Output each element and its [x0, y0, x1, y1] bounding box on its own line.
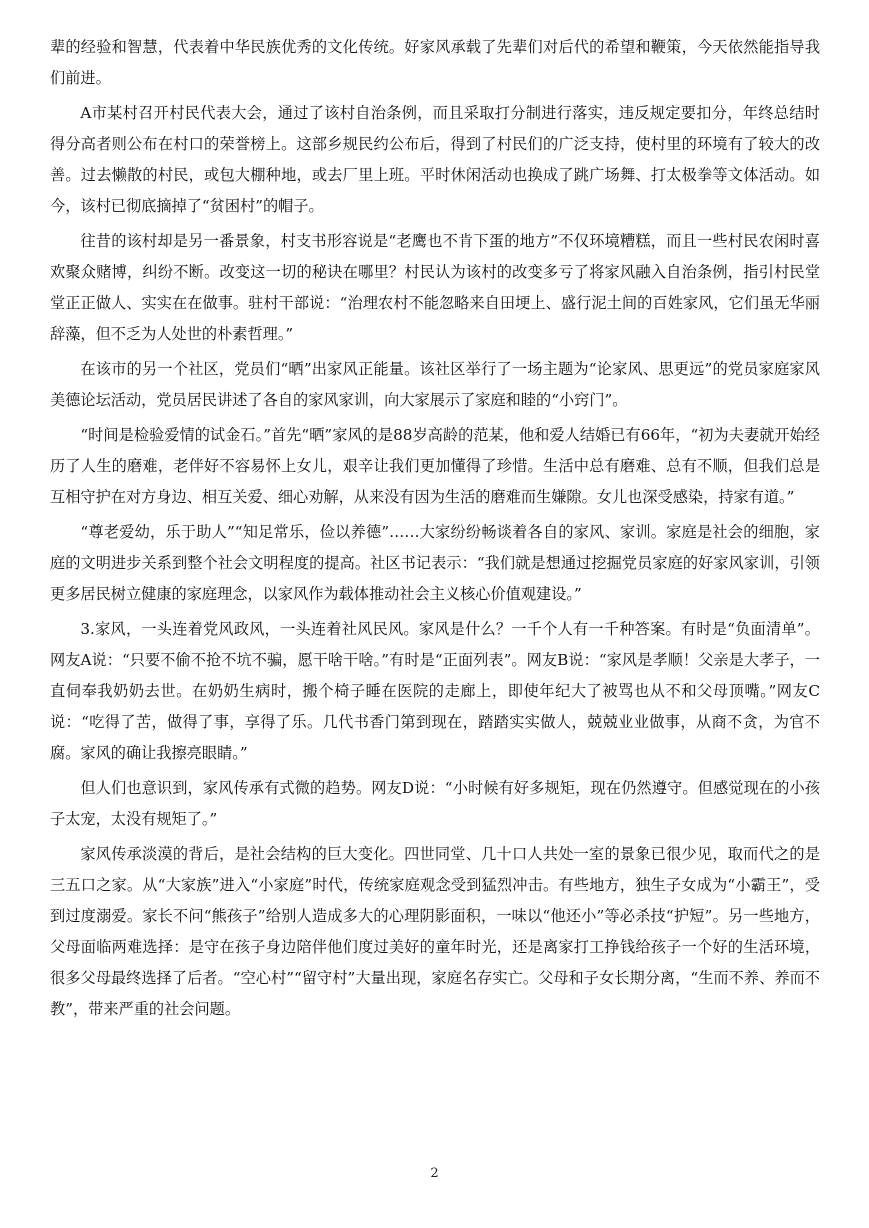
paragraph-fan-story: “时间是检验爱情的试金石。”首先“晒”家风的是88岁高龄的范某，他和爱人结婚已有66年，“初为夫妻就开始经历了人生的磨难，老伴好不容易怀上女儿，艰辛让我们更加懂得了珍惜。生活中总有磨难、总有不顺，但我们总是互相守护在对方身边、相互关爱、细心劝解，从来没有因为生活的磨难而生嫌隙。女儿也深受感染，持家有道。” — [50, 426, 820, 506]
page-number: 2 — [430, 1166, 439, 1181]
paragraph-continuation: 辈的经验和智慧，代表着中华民族优秀的文化传统。好家风承载了先辈们对后代的希望和鞭策，今天依然能指导我们前进。 — [50, 38, 820, 87]
paragraph-family-mottos: “尊老爱幼，乐于助人”“知足常乐，俭以养德”……大家纷纷畅谈着各自的家风、家训。家庭是社会的细胞，家庭的文明进步关系到整个社会文明程度的提高。社区书记表示：“我们就是想通过挖掘党员家庭的好家风家训，引领更多居民树立健康的家庭理念，以家风作为载体推动社会主义核心价值观建设。” — [50, 523, 820, 603]
paragraph-village-past: 往昔的该村却是另一番景象，村支书形容说是“老鹰也不肯下蛋的地方”不仅环境糟糕，而且一些村民农闲时喜欢聚众赌博，纠纷不断。改变这一切的秘诀在哪里？村民认为该村的改变多亏了将家风融入自治条例，指引村民堂堂正正做人、实实在在做事。驻村干部说：“治理农村不能忽略来自田埂上、盛行泥土间的百姓家风，它们虽无华丽辞藻，但不乏为人处世的朴素哲理。” — [50, 232, 820, 343]
paragraph-village-charter: A市某村召开村民代表大会，通过了该村自治条例，而且采取打分制进行落实，违反规定要扣分，年终总结时得分高者则公布在村口的荣誉榜上。这部乡规民约公布后，得到了村民们的广泛支持，使村里的环境有了较大的改善。过去懒散的村民，或包大棚种地，或去厂里上班。平时休闲活动也换成了跳广场舞、打太极拳等文体活动。如今，该村已彻底摘掉了“贫困村”的帽子。 — [50, 104, 820, 215]
paragraph-decline-trend: 但人们也意识到，家风传承有式微的趋势。网友D说：“小时候有好多规矩，现在仍然遵守。但感觉现在的小孩子太宠，太没有规矩了。” — [50, 779, 820, 828]
paragraph-section-3: 3.家风，一头连着党风政风，一头连着社风民风。家风是什么？一千个人有一千种答案。有时是“负面清单”。网友A说：“只要不偷不抢不坑不骗，愿干啥干啥。”有时是“正面列表”。网友B说：“家风是孝顺！父亲是大孝子，一直伺奉我奶奶去世。在奶奶生病时，搬个椅子睡在医院的走廊上，即使年纪大了被骂也从不和父母顶嘴。”网友C说：“吃得了苦，做得了事，享得了乐。几代书香门第到现在，踏踏实实做人，兢兢业业做事，从商不贪，为官不腐。家风的确让我擦亮眼睛。” — [50, 620, 820, 762]
paragraph-social-change: 家风传承淡漠的背后，是社会结构的巨大变化。四世同堂、几十口人共处一室的景象已很少见，取而代之的是三五口之家。从“大家族”进入“小家庭”时代，传统家庭观念受到猛烈冲击。有些地方，独生子女成为“小霸王”，受到过度溺爱。家长不问“熊孩子”给别人造成多大的心理阴影面积，一味以“他还小”等必杀技“护短”。另一些地方，父母面临两难选择：是守在孩子身边陪伴他们度过美好的童年时光，还是离家打工挣钱给孩子一个好的生活环境，很多父母最终选择了后者。“空心村”“留守村”大量出现，家庭名存实亡。父母和子女长期分离，“生而不养、养而不教”，带来严重的社会问题。 — [50, 845, 820, 1018]
document-body — [50, 32, 820, 1029]
paragraph-community-forum: 在该市的另一个社区，党员们“晒”出家风正能量。该社区举行了一场主题为“论家风、思更远”的党员家庭家风美德论坛活动，党员居民讲述了各自的家风家训，向大家展示了家庭和睦的“小窍门”。 — [50, 360, 820, 409]
